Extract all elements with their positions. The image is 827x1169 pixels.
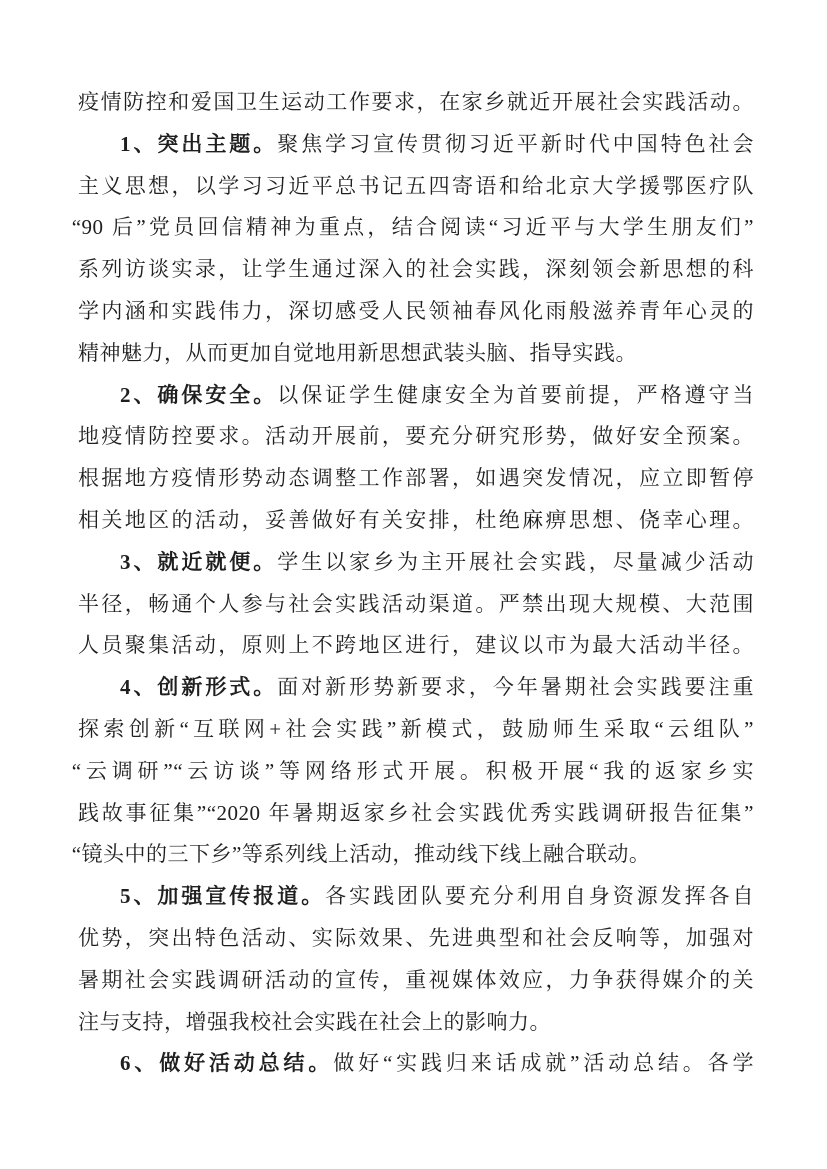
text-line: 3、就近就便。学生以家乡为主开展社会实践，尽量减少活动 [120,549,755,574]
text-line: 6、做好活动总结。做好“实践归来话成就”活动总结。各学 [120,1051,755,1076]
text-line: 系列访谈实录，让学生通过深入的社会实践，深刻领会新思想的科 [78,257,754,282]
paragraph-lead-bold: 2、确保安全。 [120,382,278,407]
text-line: 注与支持，增强我校社会实践在社会上的影响力。 [78,1009,551,1034]
text-line: 精神魅力，从而更加自觉地用新思想武装头脑、指导实践。 [78,340,637,365]
text-line: 优势，突出特色活动、实际效果、先进典型和社会反响等，加强对 [78,925,754,950]
text-line: 主义思想，以学习习近平总书记五四寄语和给北京大学援鄂医疗队 [78,173,754,198]
text-line: 4、创新形式。面对新形势新要求，今年暑期社会实践要注重 [120,675,755,700]
paragraph-lead-bold: 3、就近就便。 [120,549,278,574]
text-line: 践故事征集”“2020 年暑期返家乡社会实践优秀实践调研报告征集” [78,800,754,825]
text-line: “云调研”“云访谈”等网络形式开展。积极开展“我的返家乡实 [71,758,754,783]
text-line: 根据地方疫情形势动态调整工作部署，如遇突发情况，应立即暂停 [78,466,754,491]
text-line: 2、确保安全。以保证学生健康安全为首要前提，严格遵守当 [120,382,755,407]
text-line: 半径，畅通个人参与社会实践活动渠道。严禁出现大规模、大范围 [78,591,754,616]
text-line: 学内涵和实践伟力，深切感受人民领袖春风化雨般滋养青年心灵的 [78,298,754,323]
text-line: 人员聚集活动，原则上不跨地区进行，建议以市为最大活动半径。 [78,633,754,658]
paragraph-lead-bold: 5、加强宣传报道。 [120,884,326,909]
document-body [71,82,755,1085]
paragraph-lead-bold: 4、创新形式。 [120,675,278,700]
text-line: “90 后”党员回信精神为重点，结合阅读“习近平与大学生朋友们” [71,215,754,240]
text-line: 相关地区的活动，妥善做好有关安排，杜绝麻痹思想、侥幸心理。 [78,507,754,532]
text-line: 5、加强宣传报道。各实践团队要充分利用自身资源发挥各自 [120,884,755,909]
text-line: 地疫情防控要求。活动开展前，要充分研究形势，做好安全预案。 [78,424,754,449]
text-line: 暑期社会实践调研活动的宣传，重视媒体效应，力争获得媒介的关 [78,967,754,992]
paragraph-lead-bold: 1、突出主题。 [120,131,278,156]
text-line: 1、突出主题。聚焦学习宣传贯彻习近平新时代中国特色社会 [120,131,755,156]
text-line: 疫情防控和爱国卫生运动工作要求，在家乡就近开展社会实践活动。 [78,90,754,114]
text-line: “镜头中的三下乡”等系列线上活动，推动线下线上融合联动。 [71,842,651,867]
paragraph-lead-bold: 6、做好活动总结。 [120,1051,334,1076]
text-line: 探索创新“互联网+社会实践”新模式，鼓励师生采取“云组队” [78,716,754,741]
